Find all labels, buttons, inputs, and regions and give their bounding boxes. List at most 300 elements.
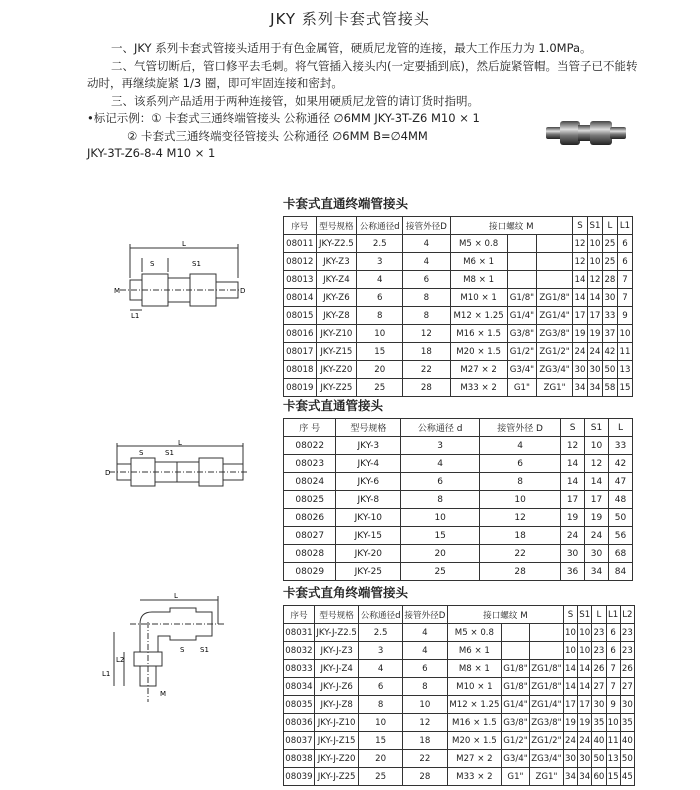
table-cell: ZG1/8" [537, 289, 573, 307]
diagram3-label-m: M [160, 690, 167, 698]
table-cell: 42 [602, 343, 617, 361]
table-cell: 10 [617, 325, 632, 343]
table3-title: 卡套式直角终端管接头 [283, 585, 409, 600]
table-cell: JKY-Z20 [316, 361, 357, 379]
table-cell: 50 [592, 750, 606, 768]
table-cell: 6 [401, 473, 480, 491]
table-cell: 8 [402, 678, 447, 696]
table-cell: 27 [592, 678, 606, 696]
table2-title: 卡套式直通管接头 [283, 398, 384, 413]
table-cell: JKY-Z2.5 [316, 235, 357, 253]
table-cell: 18 [402, 732, 447, 750]
table-cell: 48 [609, 491, 633, 509]
table-cell: 14 [561, 455, 585, 473]
table-cell: JKY-15 [336, 527, 401, 545]
table-cell: 24 [585, 527, 609, 545]
table-cell: JKY-Z10 [316, 325, 357, 343]
table-cell: 19 [573, 325, 588, 343]
table-row [284, 235, 633, 253]
table-cell: 12 [561, 437, 585, 455]
diagram-label-l1: L1 [131, 312, 140, 320]
table-cell: 25 [602, 253, 617, 271]
table-cell: 40 [592, 732, 606, 750]
table-cell: JKY-J-Z2.5 [314, 624, 358, 642]
table-cell: 24 [587, 343, 602, 361]
table-cell: 84 [609, 563, 633, 581]
table-cell: 15 [617, 379, 632, 397]
table-cell: 4 [480, 437, 561, 455]
table-cell: 35 [620, 714, 634, 732]
table-cell: ZG3/4" [529, 750, 563, 768]
table-cell: 19 [585, 509, 609, 527]
table-cell: 10 [402, 696, 447, 714]
table-cell: 4 [403, 235, 450, 253]
table-row [284, 768, 635, 786]
table-cell: 6 [403, 271, 450, 289]
table-cell: M27 × 2 [447, 750, 501, 768]
table-cell: JKY-6 [336, 473, 401, 491]
table-cell: 4 [357, 271, 403, 289]
table-cell: JKY-J-Z6 [314, 678, 358, 696]
table-cell: M33 × 2 [447, 768, 501, 786]
table-cell: M10 × 1 [450, 289, 507, 307]
table-cell: 08018 [284, 361, 317, 379]
table-cell: G1/8" [501, 660, 529, 678]
table-cell [529, 624, 563, 642]
th3-thread: 接口螺纹 M [447, 606, 563, 624]
table-cell: 6 [617, 253, 632, 271]
diagram-label-s1: S1 [192, 260, 201, 268]
table-cell: 28 [402, 768, 447, 786]
table-cell [507, 253, 537, 271]
table-cell: 10 [587, 235, 602, 253]
table-cell: 08035 [284, 696, 315, 714]
table-cell: G1" [501, 768, 529, 786]
table-cell: 24 [578, 732, 592, 750]
table-cell: 4 [359, 660, 403, 678]
table-cell: 24 [573, 343, 588, 361]
table-cell: ZG1/4" [529, 696, 563, 714]
table-cell [537, 235, 573, 253]
table-cell: 12 [403, 325, 450, 343]
table-cell: 08022 [284, 437, 336, 455]
table-cell: 14 [585, 473, 609, 491]
table-cell: 17 [561, 491, 585, 509]
table-cell: ZG1/4" [537, 307, 573, 325]
table-cell: 12 [480, 509, 561, 527]
table-cell: ZG1/8" [529, 678, 563, 696]
table-row [284, 473, 633, 491]
th3-l: L [592, 606, 606, 624]
table-cell: G3/4" [501, 750, 529, 768]
table-cell: 8 [403, 307, 450, 325]
table-cell: 20 [401, 545, 480, 563]
table-cell: 42 [609, 455, 633, 473]
table-cell: ZG3/8" [529, 714, 563, 732]
th2-seq: 序 号 [284, 419, 336, 437]
table-cell: JKY-Z8 [316, 307, 357, 325]
th2-s: S [561, 419, 585, 437]
table-cell: 7 [617, 289, 632, 307]
table-cell: 25 [602, 235, 617, 253]
table-cell: 08016 [284, 325, 317, 343]
table-cell: 14 [561, 473, 585, 491]
table-cell: 4 [401, 455, 480, 473]
table-cell: 6 [606, 642, 620, 660]
table-cell: 30 [573, 361, 588, 379]
table2 [283, 418, 633, 581]
table-cell: JKY-J-Z10 [314, 714, 358, 732]
table-cell: M33 × 2 [450, 379, 507, 397]
table-cell: 08039 [284, 768, 315, 786]
table-cell: M6 × 1 [450, 253, 507, 271]
table-cell: ZG3/4" [537, 361, 573, 379]
table-cell: 18 [403, 343, 450, 361]
table-cell: 30 [587, 361, 602, 379]
table-cell: 08032 [284, 642, 315, 660]
th-l1: L1 [617, 217, 632, 235]
table-cell: 26 [592, 660, 606, 678]
th2-model: 型号规格 [336, 419, 401, 437]
table-cell: 08025 [284, 491, 336, 509]
table-cell: 11 [606, 732, 620, 750]
table-cell: G3/8" [507, 325, 537, 343]
table-cell: 14 [573, 271, 588, 289]
table-cell: 08012 [284, 253, 317, 271]
table-cell: 10 [606, 714, 620, 732]
table-cell: JKY-J-Z8 [314, 696, 358, 714]
table-row [284, 732, 635, 750]
table-cell: G1/2" [501, 732, 529, 750]
table-cell: 45 [620, 768, 634, 786]
table-cell: 18 [480, 527, 561, 545]
th-bore: 公称通径d [357, 217, 403, 235]
table-cell: JKY-20 [336, 545, 401, 563]
table-cell [529, 642, 563, 660]
table-cell: 24 [561, 527, 585, 545]
marking-example-1: •标记示例：① 卡套式三通终端管接头 公称通径 ∅6MM JKY-3T-Z6 M10 × 1 [87, 111, 480, 125]
table-row [284, 455, 633, 473]
diagram2-label-d: D [105, 469, 111, 477]
table-cell: 12 [573, 253, 588, 271]
table-cell: 12 [573, 235, 588, 253]
table-cell: 14 [578, 660, 592, 678]
table-cell: 7 [606, 678, 620, 696]
table-cell: 28 [403, 379, 450, 397]
diagram3-label-s: S [180, 646, 185, 654]
table-cell: 9 [617, 307, 632, 325]
table-cell: 30 [585, 545, 609, 563]
th3-bore: 公称通径d [359, 606, 403, 624]
table-cell: 15 [359, 732, 403, 750]
table-cell: 10 [480, 491, 561, 509]
table-cell: 30 [563, 750, 577, 768]
table-cell: 10 [587, 253, 602, 271]
table-cell: JKY-8 [336, 491, 401, 509]
table-cell: 3 [357, 253, 403, 271]
table-cell: 33 [609, 437, 633, 455]
table-cell: 11 [617, 343, 632, 361]
elbow-terminal-diagram [100, 592, 230, 712]
table-cell: ZG1/2" [529, 732, 563, 750]
table-cell: 34 [573, 379, 588, 397]
table-row [284, 678, 635, 696]
table-cell: 08036 [284, 714, 315, 732]
table-cell: ZG1/2" [537, 343, 573, 361]
table-cell: 2.5 [359, 624, 403, 642]
table-cell: 40 [620, 732, 634, 750]
diagram-label-l: L [182, 240, 186, 248]
page-title: JKY 系列卡套式管接头 [270, 10, 430, 28]
table-cell: 17 [587, 307, 602, 325]
table-cell: M12 × 1.25 [447, 696, 501, 714]
table-cell: 8 [357, 307, 403, 325]
table-cell: 9 [606, 696, 620, 714]
th-model: 型号规格 [316, 217, 357, 235]
table-cell: M16 × 1.5 [447, 714, 501, 732]
th-s: S [573, 217, 588, 235]
table-cell: 14 [563, 678, 577, 696]
table-cell: 08034 [284, 678, 315, 696]
table-row [284, 696, 635, 714]
diagram-label-s: S [150, 260, 155, 268]
table-row [284, 379, 633, 397]
table-cell: 10 [401, 509, 480, 527]
table-cell: 08026 [284, 509, 336, 527]
table-cell [501, 624, 529, 642]
table-cell: 50 [620, 750, 634, 768]
th-s1: S1 [587, 217, 602, 235]
table-row [284, 253, 633, 271]
table-cell: 10 [359, 714, 403, 732]
table-row [284, 437, 633, 455]
table-cell: 22 [480, 545, 561, 563]
table-cell: 34 [587, 379, 602, 397]
table-cell: G3/4" [507, 361, 537, 379]
table-cell: 17 [563, 696, 577, 714]
table-cell: JKY-J-Z3 [314, 642, 358, 660]
marking-example-2: ② 卡套式三通终端变径管接头 公称通径 ∅6MM B=∅4MM [127, 128, 428, 143]
table-cell: 28 [480, 563, 561, 581]
table-cell: 10 [563, 642, 577, 660]
table-cell: 08033 [284, 660, 315, 678]
th2-s1: S1 [585, 419, 609, 437]
table-cell: 23 [620, 624, 634, 642]
table-row [284, 545, 633, 563]
fitting-photo [544, 115, 628, 151]
table-cell: JKY-10 [336, 509, 401, 527]
th2-od: 接管外径 D [480, 419, 561, 437]
table-cell: 19 [587, 325, 602, 343]
table-row [284, 289, 633, 307]
table-row [284, 491, 633, 509]
table-cell: 15 [401, 527, 480, 545]
table-cell: JKY-25 [336, 563, 401, 581]
marking-example-3: JKY-3T-Z6-8-4 M10 × 1 [87, 146, 216, 160]
table-cell: JKY-J-Z15 [314, 732, 358, 750]
table-cell: 8 [403, 289, 450, 307]
table-cell: 25 [401, 563, 480, 581]
table-cell: 26 [620, 660, 634, 678]
table-cell: 13 [606, 750, 620, 768]
table-cell: 2.5 [357, 235, 403, 253]
table-cell: 08019 [284, 379, 317, 397]
table-cell: 22 [402, 750, 447, 768]
table-cell: JKY-Z15 [316, 343, 357, 361]
diagram2-label-l: L [178, 440, 182, 447]
table-cell: 12 [402, 714, 447, 732]
table-cell: JKY-Z25 [316, 379, 357, 397]
table-cell: 14 [587, 289, 602, 307]
table-cell: 17 [573, 307, 588, 325]
th3-model: 型号规格 [314, 606, 358, 624]
table-cell: 23 [592, 642, 606, 660]
table-cell: 50 [609, 509, 633, 527]
th3-s: S [563, 606, 577, 624]
table-cell: JKY-Z4 [316, 271, 357, 289]
table-cell: JKY-3 [336, 437, 401, 455]
table-cell: G3/8" [501, 714, 529, 732]
table-cell: JKY-4 [336, 455, 401, 473]
table-cell: 10 [563, 624, 577, 642]
table-cell: 22 [403, 361, 450, 379]
table-cell: M12 × 1.25 [450, 307, 507, 325]
table-cell: 47 [609, 473, 633, 491]
table-cell: 30 [592, 696, 606, 714]
table-cell: 20 [359, 750, 403, 768]
table-cell: 7 [617, 271, 632, 289]
table-cell: 8 [359, 696, 403, 714]
table-cell: M20 × 1.5 [447, 732, 501, 750]
table-cell: 34 [585, 563, 609, 581]
table-cell: 08024 [284, 473, 336, 491]
table-cell: 6 [359, 678, 403, 696]
table-cell: 6 [617, 235, 632, 253]
table-row [284, 343, 633, 361]
table-cell: 6 [402, 660, 447, 678]
table-cell: 37 [602, 325, 617, 343]
table-cell: 08013 [284, 271, 317, 289]
table-cell: 19 [563, 714, 577, 732]
table-cell: 50 [602, 361, 617, 379]
table-cell: JKY-J-Z25 [314, 768, 358, 786]
table-cell: 14 [563, 660, 577, 678]
table-cell: 34 [578, 768, 592, 786]
table-cell: M16 × 1.5 [450, 325, 507, 343]
table-row [284, 642, 635, 660]
table-cell: 10 [578, 624, 592, 642]
table-cell: 25 [359, 768, 403, 786]
table-cell: 6 [357, 289, 403, 307]
table-cell: M20 × 1.5 [450, 343, 507, 361]
diagram-label-m: M [114, 287, 121, 295]
table-cell: M5 × 0.8 [447, 624, 501, 642]
table-cell [537, 271, 573, 289]
table-cell: 30 [620, 696, 634, 714]
table-cell: 10 [578, 642, 592, 660]
table-row [284, 714, 635, 732]
table-cell: 56 [609, 527, 633, 545]
table-cell: JKY-Z3 [316, 253, 357, 271]
table3 [283, 605, 635, 786]
table-cell: M8 × 1 [450, 271, 507, 289]
table-cell: G1/2" [507, 343, 537, 361]
straight-terminal-diagram [100, 238, 250, 320]
table-cell: 6 [606, 624, 620, 642]
table-cell: 68 [609, 545, 633, 563]
diagram2-label-s: S [139, 449, 144, 457]
intro-paragraph-1: 一、JKY 系列卡套式管接头适用于有色金属管，硬质尼龙管的连接，最大工作压力为 1.0MPa。 [111, 41, 592, 55]
table-cell: 10 [585, 437, 609, 455]
table-cell: G1/8" [507, 289, 537, 307]
table-row [284, 509, 633, 527]
table-cell: 15 [606, 768, 620, 786]
table-cell: 08015 [284, 307, 317, 325]
table-cell: M10 × 1 [447, 678, 501, 696]
table-cell: 60 [592, 768, 606, 786]
table-cell: 08027 [284, 527, 336, 545]
table-cell: ZG1/8" [529, 660, 563, 678]
intro-paragraph-3: 三、该系列产品适用于两种连接管，如果用硬质尼龙管的请订货时指明。 [111, 93, 479, 108]
table-cell: 20 [357, 361, 403, 379]
table-row [284, 361, 633, 379]
table-row [284, 563, 633, 581]
diagram3-label-l: L [174, 592, 178, 600]
table-cell: 10 [357, 325, 403, 343]
table-cell: 12 [585, 455, 609, 473]
th3-l2: L2 [620, 606, 634, 624]
table-cell: 24 [563, 732, 577, 750]
table-cell: 13 [617, 361, 632, 379]
table-cell: JKY-J-Z20 [314, 750, 358, 768]
diagram3-label-l2: L2 [116, 656, 125, 664]
table-cell: 8 [401, 491, 480, 509]
table-row [284, 750, 635, 768]
th-thread: 接口螺纹 M [450, 217, 572, 235]
table-cell: M27 × 2 [450, 361, 507, 379]
table1 [283, 216, 633, 397]
table-cell: 08011 [284, 235, 317, 253]
th-seq: 序号 [284, 217, 317, 235]
table-cell: 30 [602, 289, 617, 307]
table-cell: 15 [357, 343, 403, 361]
table-cell: 33 [602, 307, 617, 325]
table-cell: 17 [578, 696, 592, 714]
table-row [284, 660, 635, 678]
table-cell: JKY-J-Z4 [314, 660, 358, 678]
th-l: L [602, 217, 617, 235]
th2-bore: 公称通径 d [401, 419, 480, 437]
th3-seq: 序号 [284, 606, 315, 624]
th3-od: 接管外径D [402, 606, 447, 624]
table-row [284, 527, 633, 545]
table-cell: 12 [587, 271, 602, 289]
table-cell: JKY-Z6 [316, 289, 357, 307]
table-cell: 19 [578, 714, 592, 732]
table-cell: G1" [507, 379, 537, 397]
table-cell: 30 [561, 545, 585, 563]
table-cell [507, 271, 537, 289]
table-row [284, 271, 633, 289]
table-cell: 08031 [284, 624, 315, 642]
straight-union-diagram [103, 440, 253, 500]
table-cell [501, 642, 529, 660]
th3-l1: L1 [606, 606, 620, 624]
table-row [284, 325, 633, 343]
diagram-label-d: D [240, 287, 246, 295]
table-cell: 27 [620, 678, 634, 696]
table-cell: M8 × 1 [447, 660, 501, 678]
